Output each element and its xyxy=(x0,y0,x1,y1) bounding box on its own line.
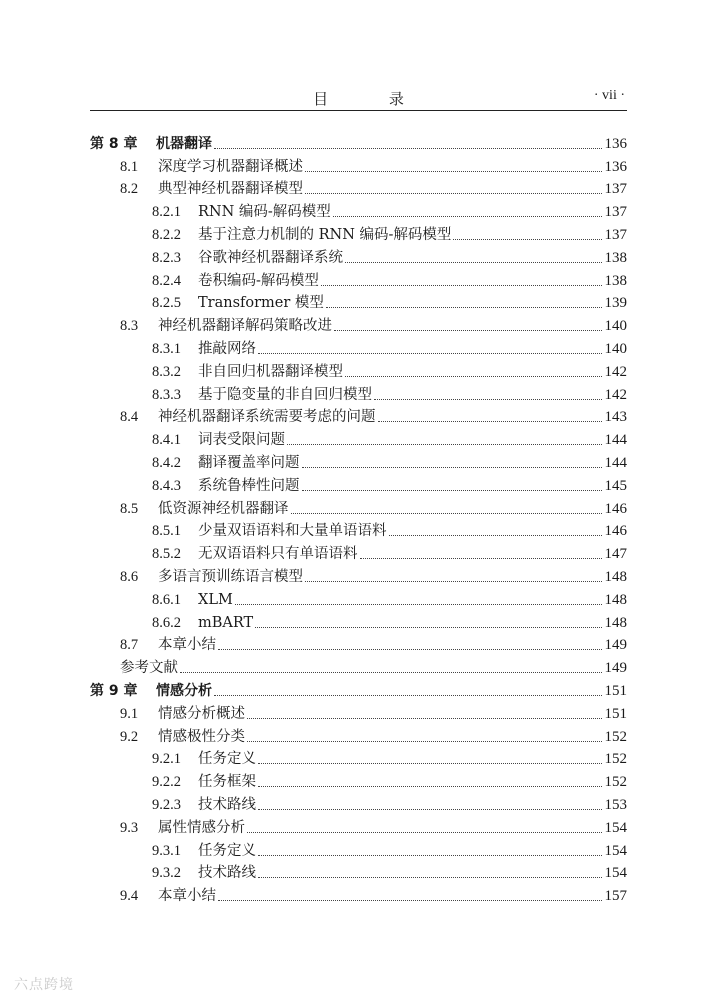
toc-entry-number: 8.4.3 xyxy=(152,477,181,494)
dot-leader xyxy=(258,854,602,856)
dot-leader xyxy=(302,489,602,491)
toc-entry-sub xyxy=(90,221,627,244)
toc-entry-page: 137 xyxy=(604,226,627,243)
dot-leader xyxy=(360,557,602,559)
toc-entry-ref xyxy=(90,654,627,677)
toc-entry-number: 8.3.3 xyxy=(152,386,181,403)
toc-entry-page: 143 xyxy=(604,409,627,426)
toc-entry-title: 推敲网络 xyxy=(198,340,256,357)
toc-entry-page: 157 xyxy=(604,888,627,905)
dot-leader xyxy=(345,375,602,377)
dot-leader xyxy=(255,626,601,628)
toc-entry-number: 第 8 章 xyxy=(90,135,138,152)
toc-entry-number: 8.7 xyxy=(120,637,139,654)
toc-entry-page: 151 xyxy=(604,705,627,722)
toc-entry-title: 谷歌神经机器翻译系统 xyxy=(198,249,343,266)
dot-leader xyxy=(334,329,602,331)
toc-entry-number: 9.2 xyxy=(120,728,139,745)
toc-entry-title: 参考文献 xyxy=(120,660,178,677)
toc-entry-title: mBART xyxy=(198,614,254,631)
toc-entry-page: 148 xyxy=(604,614,627,631)
toc-entry-sub xyxy=(90,860,627,883)
page-title: 目 录 xyxy=(313,90,432,108)
dot-leader xyxy=(345,261,602,263)
toc-entry-number: 9.4 xyxy=(120,888,139,905)
toc-entry-sec xyxy=(90,495,627,518)
dot-leader xyxy=(302,466,602,468)
toc-entry-title: 无双语语料只有单语语料 xyxy=(198,546,358,563)
dot-leader xyxy=(214,694,602,696)
dot-leader xyxy=(389,534,602,536)
toc-entry-number: 8.5 xyxy=(120,500,139,517)
toc-entry-title: 词表受限问题 xyxy=(198,432,285,449)
dot-leader xyxy=(258,808,602,810)
toc-entry-title: 任务框架 xyxy=(198,774,256,791)
toc-entry-number: 9.2.3 xyxy=(152,796,181,813)
toc-entry-number: 8.2.4 xyxy=(152,272,181,289)
toc-entry-sec xyxy=(90,563,627,586)
toc-entry-title: Transformer 模型 xyxy=(198,295,324,312)
toc-entry-page: 145 xyxy=(604,477,627,494)
watermark-logo: 六点跨境 xyxy=(14,977,74,993)
toc-entry-number: 8.4.1 xyxy=(152,432,181,449)
toc-entry-page: 142 xyxy=(604,386,627,403)
toc-entry-page: 152 xyxy=(604,751,627,768)
toc-entry-sub xyxy=(90,290,627,313)
toc-entry-title: 神经机器翻译系统需要考虑的问题 xyxy=(158,409,376,426)
toc-entry-sub xyxy=(90,768,627,791)
toc-entry-page: 139 xyxy=(604,295,627,312)
dot-leader xyxy=(258,762,602,764)
toc-entry-page: 146 xyxy=(604,523,627,540)
toc-entry-sub xyxy=(90,586,627,609)
dot-leader xyxy=(291,512,602,514)
toc-entry-sec xyxy=(90,176,627,199)
toc-entry-title: 情感分析概述 xyxy=(158,705,245,722)
toc-entry-sub xyxy=(90,335,627,358)
toc-entry-page: 154 xyxy=(604,819,627,836)
toc-entry-sec xyxy=(90,882,627,905)
dot-leader xyxy=(305,192,602,194)
toc-entry-page: 137 xyxy=(604,204,627,221)
dot-leader xyxy=(180,671,602,673)
toc-entry-page: 149 xyxy=(604,637,627,654)
dot-leader xyxy=(333,215,602,217)
toc-entry-sub xyxy=(90,540,627,563)
toc-entry-number: 8.6 xyxy=(120,568,139,585)
toc-entry-number: 8.2.3 xyxy=(152,249,181,266)
toc-entry-number: 9.3.2 xyxy=(152,865,181,882)
toc-entry-number: 8.3 xyxy=(120,318,139,335)
dot-leader xyxy=(235,603,602,605)
toc-entry-page: 152 xyxy=(604,774,627,791)
toc-entry-title: 情感极性分类 xyxy=(158,728,245,745)
toc-entry-page: 138 xyxy=(604,272,627,289)
toc-entry-sub xyxy=(90,358,627,381)
toc-entry-number: 8.4 xyxy=(120,409,139,426)
toc-entry-number: 8.3.2 xyxy=(152,363,181,380)
dot-leader xyxy=(321,284,602,286)
toc-entry-page: 154 xyxy=(604,865,627,882)
toc-entry-sub xyxy=(90,198,627,221)
toc-entry-number: 第 9 章 xyxy=(90,682,138,699)
toc-entry-sub xyxy=(90,381,627,404)
toc-entry-title: 基于注意力机制的 RNN 编码-解码模型 xyxy=(198,226,452,243)
toc-entry-number: 9.2.2 xyxy=(152,774,181,791)
toc-entry-sec xyxy=(90,700,627,723)
toc-entry-number: 8.2 xyxy=(120,181,139,198)
toc-entry-page: 151 xyxy=(604,682,627,699)
toc-entry-sub xyxy=(90,746,627,769)
toc-entry-sub xyxy=(90,267,627,290)
toc-entry-page: 147 xyxy=(604,546,627,563)
toc-entry-title: RNN 编码-解码模型 xyxy=(198,204,331,221)
toc-entry-number: 8.2.5 xyxy=(152,295,181,312)
dot-leader xyxy=(453,238,601,240)
toc-entry-title: 神经机器翻译解码策略改进 xyxy=(158,318,332,335)
dot-leader xyxy=(247,717,602,719)
toc-entry-sub xyxy=(90,472,627,495)
dot-leader xyxy=(374,398,602,400)
toc-entry-title: XLM xyxy=(198,591,233,608)
toc-entry-sec xyxy=(90,814,627,837)
dot-leader xyxy=(247,831,602,833)
toc-entry-chapter xyxy=(90,130,627,153)
toc-entry-sub xyxy=(90,449,627,472)
toc-entry-page: 137 xyxy=(604,181,627,198)
dot-leader xyxy=(258,352,602,354)
toc-entry-page: 144 xyxy=(604,454,627,471)
toc-entry-title: 非自回归机器翻译模型 xyxy=(198,363,343,380)
dot-leader xyxy=(258,785,602,787)
toc-entry-title: 典型神经机器翻译模型 xyxy=(158,181,303,198)
toc-entry-title: 翻译覆盖率问题 xyxy=(198,454,300,471)
dot-leader xyxy=(214,147,602,149)
toc-entry-number: 8.4.2 xyxy=(152,454,181,471)
toc-entry-title: 基于隐变量的非自回归模型 xyxy=(198,386,372,403)
toc-entry-number: 8.6.1 xyxy=(152,591,181,608)
toc-entry-page: 148 xyxy=(604,568,627,585)
toc-entry-number: 9.2.1 xyxy=(152,751,181,768)
toc-entry-sec xyxy=(90,723,627,746)
page-number: · vii · xyxy=(593,88,625,103)
toc-entry-number: 8.2.1 xyxy=(152,204,181,221)
toc-entry-page: 149 xyxy=(604,660,627,677)
toc-entry-page: 142 xyxy=(604,363,627,380)
toc-entry-sub xyxy=(90,609,627,632)
toc-entry-number: 9.1 xyxy=(120,705,139,722)
toc-entry-page: 153 xyxy=(604,796,627,813)
toc-entry-sub xyxy=(90,837,627,860)
toc-entry-title: 任务定义 xyxy=(198,842,256,859)
toc-entry-sub xyxy=(90,518,627,541)
toc-entry-title: 多语言预训练语言模型 xyxy=(158,568,303,585)
toc-entry-sec xyxy=(90,312,627,335)
toc-entry-sub xyxy=(90,791,627,814)
toc-entry-title: 技术路线 xyxy=(198,865,256,882)
toc-entry-chapter xyxy=(90,677,627,700)
toc-entry-sec xyxy=(90,153,627,176)
dot-leader xyxy=(305,170,602,172)
dot-leader xyxy=(305,580,602,582)
toc-entry-title: 少量双语语料和大量单语语料 xyxy=(198,523,387,540)
toc-entry-page: 136 xyxy=(604,135,627,152)
toc-entry-title: 属性情感分析 xyxy=(158,819,245,836)
toc-entry-title: 系统鲁棒性问题 xyxy=(198,477,300,494)
toc-entry-number: 8.5.2 xyxy=(152,546,181,563)
toc-entry-page: 152 xyxy=(604,728,627,745)
toc-entry-page: 154 xyxy=(604,842,627,859)
toc-entry-page: 138 xyxy=(604,249,627,266)
toc-entry-title: 技术路线 xyxy=(198,796,256,813)
toc-entry-sec xyxy=(90,404,627,427)
table-of-contents xyxy=(90,130,627,905)
toc-entry-number: 8.6.2 xyxy=(152,614,181,631)
toc-entry-sub xyxy=(90,426,627,449)
dot-leader xyxy=(287,443,602,445)
toc-entry-number: 8.3.1 xyxy=(152,340,181,357)
toc-entry-number: 9.3.1 xyxy=(152,842,181,859)
toc-entry-title: 深度学习机器翻译概述 xyxy=(158,158,303,175)
toc-entry-title: 机器翻译 xyxy=(156,135,212,152)
toc-entry-title: 任务定义 xyxy=(198,751,256,768)
dot-leader xyxy=(218,648,602,650)
toc-entry-page: 148 xyxy=(604,591,627,608)
toc-entry-sec xyxy=(90,632,627,655)
toc-entry-page: 140 xyxy=(604,318,627,335)
toc-entry-page: 140 xyxy=(604,340,627,357)
dot-leader xyxy=(378,420,602,422)
toc-entry-page: 136 xyxy=(604,158,627,175)
toc-entry-number: 9.3 xyxy=(120,819,139,836)
toc-entry-number: 8.5.1 xyxy=(152,523,181,540)
dot-leader xyxy=(218,899,602,901)
dot-leader xyxy=(258,876,602,878)
dot-leader xyxy=(326,306,602,308)
toc-entry-page: 144 xyxy=(604,432,627,449)
running-header xyxy=(90,84,627,111)
toc-entry-title: 本章小结 xyxy=(158,888,216,905)
toc-entry-title: 情感分析 xyxy=(156,682,212,699)
toc-entry-title: 低资源神经机器翻译 xyxy=(158,500,289,517)
toc-entry-title: 卷积编码-解码模型 xyxy=(198,272,319,289)
toc-entry-number: 8.2.2 xyxy=(152,226,181,243)
toc-entry-number: 8.1 xyxy=(120,158,139,175)
dot-leader xyxy=(247,740,602,742)
toc-entry-sub xyxy=(90,244,627,267)
toc-entry-title: 本章小结 xyxy=(158,637,216,654)
toc-entry-page: 146 xyxy=(604,500,627,517)
